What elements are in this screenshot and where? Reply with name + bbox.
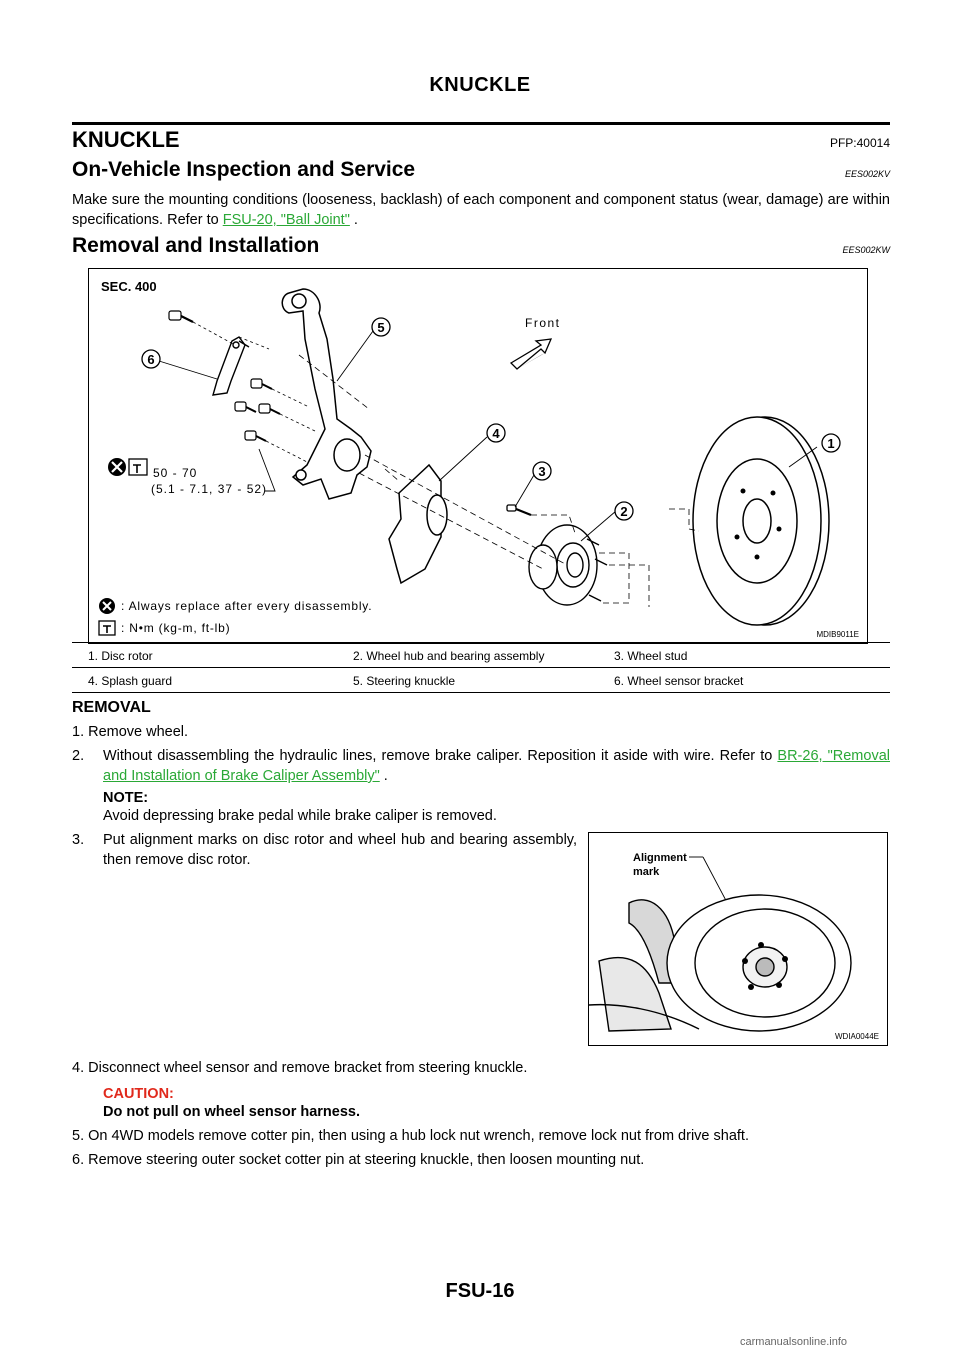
step-5: 5. On 4WD models remove cotter pin, then using a hub lock nut wrench, remove lock nut from drive shaft. — [72, 1128, 749, 1144]
legend-replace-text: : Always replace after every disassembly. — [121, 599, 373, 613]
wheel-hub-bearing — [529, 525, 607, 605]
torque-wrench-icon — [129, 459, 147, 475]
suspension-drawing — [599, 895, 851, 1031]
step-2: Without disassembling the hydraulic lines, remove brake caliper. Reposition it aside with wire. Refer to BR-26, "Removal and Installation of Brake Caliper Assembly" . — [103, 748, 890, 784]
part-item: 4. Splash guard — [88, 674, 173, 688]
step-6: 6. Remove steering outer socket cotter pin at steering knuckle, then loosen mounting nut. — [72, 1152, 645, 1168]
caution-text: Do not pull on wheel sensor harness. — [103, 1104, 361, 1120]
inspection-code: EES002KV — [844, 169, 890, 179]
callout-2 — [615, 502, 633, 520]
inspection-title: On-Vehicle Inspection and Service — [72, 158, 416, 181]
bolt-guide-lines — [266, 389, 315, 464]
exploded-view-figure — [88, 268, 868, 644]
callout-1 — [822, 434, 840, 452]
alignment-label: Alignment — [633, 852, 687, 864]
watermark: carmanualsonline.info — [740, 1336, 848, 1348]
part-item: 1. Disc rotor — [88, 649, 153, 663]
legend-torque-text: : N•m (kg-m, ft-lb) — [121, 621, 231, 635]
front-label: Front — [525, 316, 561, 330]
disc-rotor — [693, 417, 829, 625]
part-item: 3. Wheel stud — [614, 649, 688, 663]
note-label: NOTE: — [103, 790, 149, 806]
figure-2-id: WDIA0044E — [834, 1032, 879, 1041]
axis-lines — [299, 355, 699, 607]
svg-text:2: 2 — [620, 504, 628, 519]
splash-guard — [389, 465, 447, 583]
step-3-number: 3. — [72, 832, 85, 848]
alignment-mark-drawing — [589, 833, 887, 1045]
removal-install-heading — [72, 234, 890, 262]
alignment-label-2: mark — [633, 866, 660, 878]
step-3: Put alignment marks on disc rotor and wheel hub and bearing assembly, then remove disc rotor. — [103, 832, 577, 868]
svg-text:4: 4 — [492, 426, 500, 441]
wheel-sensor-bracket — [213, 337, 249, 395]
part-item: 6. Wheel sensor bracket — [614, 674, 744, 688]
svg-text:5: 5 — [377, 320, 385, 335]
torque-value-imperial: (5.1 - 7.1, 37 - 52) — [151, 482, 268, 496]
svg-text:3: 3 — [538, 464, 546, 479]
header-rule — [72, 122, 890, 125]
caution-label: CAUTION: — [103, 1086, 174, 1102]
bracket-bolt-icon — [169, 311, 193, 322]
parts-legend-row — [72, 643, 890, 668]
inspection-text: Make sure the mounting conditions (looseness, backlash) of each component and component status (wear, damage) are within specifications. Refer to FSU-20, "Ball Joint" . — [72, 192, 890, 228]
front-arrow-icon — [511, 339, 551, 369]
exploded-view-drawing — [89, 269, 867, 643]
torque-legend-icon — [99, 621, 115, 635]
page-number: FSU-16 — [445, 1280, 515, 1302]
step-2-number: 2. — [72, 748, 85, 764]
figure-id: MDIB9011E — [816, 630, 859, 639]
replace-icon — [108, 458, 126, 476]
knuckle-bolts — [235, 379, 280, 441]
callout-3 — [533, 462, 551, 480]
replace-legend-icon — [99, 598, 115, 614]
step-4: 4. Disconnect wheel sensor and remove bracket from steering knuckle. — [72, 1060, 528, 1076]
ball-joint-link[interactable]: FSU-20, "Ball Joint" — [222, 212, 350, 228]
sec-label: SEC. 400 — [101, 279, 157, 294]
callout-5 — [372, 318, 390, 336]
page-header: KNUCKLE — [429, 74, 531, 96]
callout-6 — [142, 350, 160, 368]
brake-caliper-link[interactable]: BR-26, "Removal and Installation of Brake Caliper Assembly" — [103, 748, 890, 784]
inspection-heading — [72, 158, 890, 186]
alignment-mark-figure — [588, 832, 888, 1046]
svg-text:1: 1 — [827, 436, 835, 451]
wheel-stud — [507, 505, 531, 515]
removal-install-code: EES002KW — [842, 245, 890, 255]
section-title: KNUCKLE — [72, 127, 180, 152]
parts-legend-row — [72, 668, 890, 693]
section-code: PFP:40014 — [829, 136, 890, 150]
torque-value: 50 - 70 — [153, 466, 198, 480]
parts-legend — [72, 642, 890, 693]
callout-4 — [487, 424, 505, 442]
removal-install-title: Removal and Installation — [72, 234, 320, 257]
svg-text:6: 6 — [147, 352, 155, 367]
steering-knuckle — [282, 289, 371, 499]
part-item: 5. Steering knuckle — [353, 674, 456, 688]
removal-title: REMOVAL — [72, 699, 151, 716]
section-heading — [72, 127, 890, 155]
step-1: 1. Remove wheel. — [72, 724, 189, 740]
note-text: Avoid depressing brake pedal while brake caliper is removed. — [103, 808, 497, 824]
part-item: 2. Wheel hub and bearing assembly — [353, 649, 545, 663]
